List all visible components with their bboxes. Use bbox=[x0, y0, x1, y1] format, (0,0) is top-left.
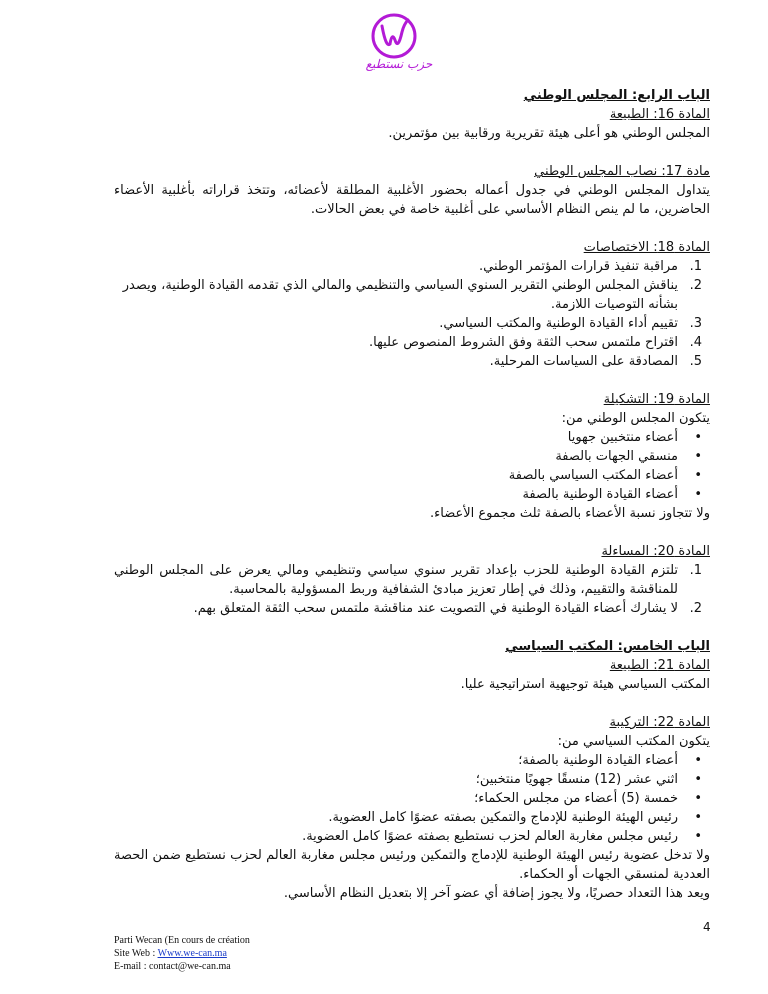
article-18-title: المادة 18: الاختصاصات bbox=[583, 240, 710, 255]
book4-title: الباب الرابع: المجلس الوطني bbox=[523, 88, 710, 103]
footer-email: E-mail : contact@we-can.ma bbox=[114, 961, 231, 972]
list-item: • أعضاء المكتب السياسي بالصفة bbox=[508, 468, 702, 483]
article-22-intro: يتكون المكتب السياسي من: bbox=[557, 734, 710, 749]
article-19-note: ولا تتجاوز نسبة الأعضاء بالصفة ثلث مجموع الأعضاء. bbox=[430, 506, 710, 521]
page-number: 4 bbox=[703, 920, 711, 934]
bullet-icon: • bbox=[694, 791, 702, 806]
article-16-title: المادة 16: الطبيعة bbox=[609, 107, 710, 122]
list-item: 1. مراقبة تنفيذ قرارات المؤتمر الوطني. bbox=[478, 259, 702, 274]
bullet-icon: • bbox=[694, 430, 702, 445]
bullet-icon: • bbox=[694, 753, 702, 768]
article-20-title: المادة 20: المساءلة bbox=[601, 544, 710, 559]
article-22-title: المادة 22: التركيبة bbox=[609, 715, 710, 730]
list-item: 2. لا يشارك أعضاء القيادة الوطنية في التصويت عند مناقشة ملتمس سحب الثقة المتعلق بهم. bbox=[193, 601, 702, 616]
bullet-icon: • bbox=[694, 449, 702, 464]
article-22-note-2: ويعد هذا التعداد حصريًا، ولا يجوز إضافة أي عضو آخر إلا بتعديل النظام الأساسي. bbox=[283, 886, 710, 901]
bullet-icon: • bbox=[694, 468, 702, 483]
logo-caption: حزب نستطيع bbox=[365, 57, 433, 71]
list-item: 2. يناقش المجلس الوطني التقرير السنوي السياسي والتنظيمي والمالي الذي تقدمه القيادة الوطنية، ويصدر بشأنه التوصيات اللازمة. bbox=[122, 278, 702, 312]
bullet-icon: • bbox=[694, 487, 702, 502]
article-18-list bbox=[114, 257, 710, 371]
bullet-icon: • bbox=[694, 810, 702, 825]
article-21-text: المكتب السياسي هيئة توجيهية استراتيجية عليا. bbox=[460, 677, 710, 692]
list-item: • أعضاء منتخبين جهويا bbox=[567, 430, 702, 445]
bullet-icon: • bbox=[694, 772, 702, 787]
list-item: • أعضاء القيادة الوطنية بالصفة؛ bbox=[518, 753, 702, 768]
article-16-text: المجلس الوطني هو أعلى هيئة تقريرية ورقابية بين مؤتمرين. bbox=[388, 126, 710, 141]
article-22-list bbox=[114, 751, 710, 846]
footer-party-name: Parti Wecan (En cours de création bbox=[114, 935, 250, 946]
list-item: 3. تقييم أداء القيادة الوطنية والمكتب السياسي. bbox=[439, 316, 702, 331]
list-item: 4. اقتراح ملتمس سحب الثقة وفق الشروط المنصوص عليها. bbox=[369, 335, 702, 350]
bullet-icon: • bbox=[694, 829, 702, 844]
page-footer bbox=[114, 934, 250, 973]
article-21-title: المادة 21: الطبيعة bbox=[609, 658, 710, 673]
footer-website: Site Web : Www.we-can.ma bbox=[114, 948, 227, 959]
list-item: 5. المصادقة على السياسات المرحلية. bbox=[489, 354, 702, 369]
list-item: • رئيس مجلس مغاربة العالم لحزب نستطيع بصفته عضوًا كامل العضوية. bbox=[302, 829, 702, 844]
party-logo bbox=[364, 10, 434, 78]
article-17-text: يتداول المجلس الوطني في جدول أعماله بحضور الأغلبية المطلقة لأعضائه، وتتخذ قراراته بأغلبية الأعضاء الحاضرين، ما لم ينص النظام الأساسي على أغلبية خاصة في بعض الحالات. bbox=[114, 183, 710, 217]
article-19-list bbox=[114, 428, 710, 504]
book5-title: الباب الخامس: المكتب السياسي bbox=[505, 639, 710, 654]
list-item: 1. تلتزم القيادة الوطنية للحزب بإعداد تقرير سنوي سياسي وتنظيمي ومالي يعرض على المجلس الوطني للمناقشة والتقييم، وذلك في إطار تعزيز مبادئ الشفافية وربط المسؤولية بالمحاسبة. bbox=[114, 563, 702, 597]
article-22-note-1: ولا تدخل عضوية رئيس الهيئة الوطنية للإدماج والتمكين ورئيس مجلس مغاربة العالم لحزب نستطيع ضمن الحصة العددية لمنسقي الجهات أو الحكماء. bbox=[114, 848, 710, 882]
website-link[interactable]: Www.we-can.ma bbox=[157, 948, 227, 959]
article-19-intro: يتكون المجلس الوطني من: bbox=[561, 411, 710, 426]
list-item: • رئيس الهيئة الوطنية للإدماج والتمكين بصفته عضوًا كامل العضوية. bbox=[328, 810, 702, 825]
article-20-list bbox=[114, 561, 710, 618]
list-item: • منسقي الجهات بالصفة bbox=[555, 449, 702, 464]
document-body bbox=[114, 86, 710, 903]
list-item: • أعضاء القيادة الوطنية بالصفة bbox=[522, 487, 702, 502]
article-17-title: مادة 17: نصاب المجلس الوطني bbox=[534, 164, 710, 179]
article-19-title: المادة 19: التشكيلة bbox=[603, 392, 710, 407]
list-item: • اثني عشر (12) منسقًا جهويًا منتخبين؛ bbox=[475, 772, 702, 787]
list-item: • خمسة (5) أعضاء من مجلس الحكماء؛ bbox=[474, 791, 702, 806]
